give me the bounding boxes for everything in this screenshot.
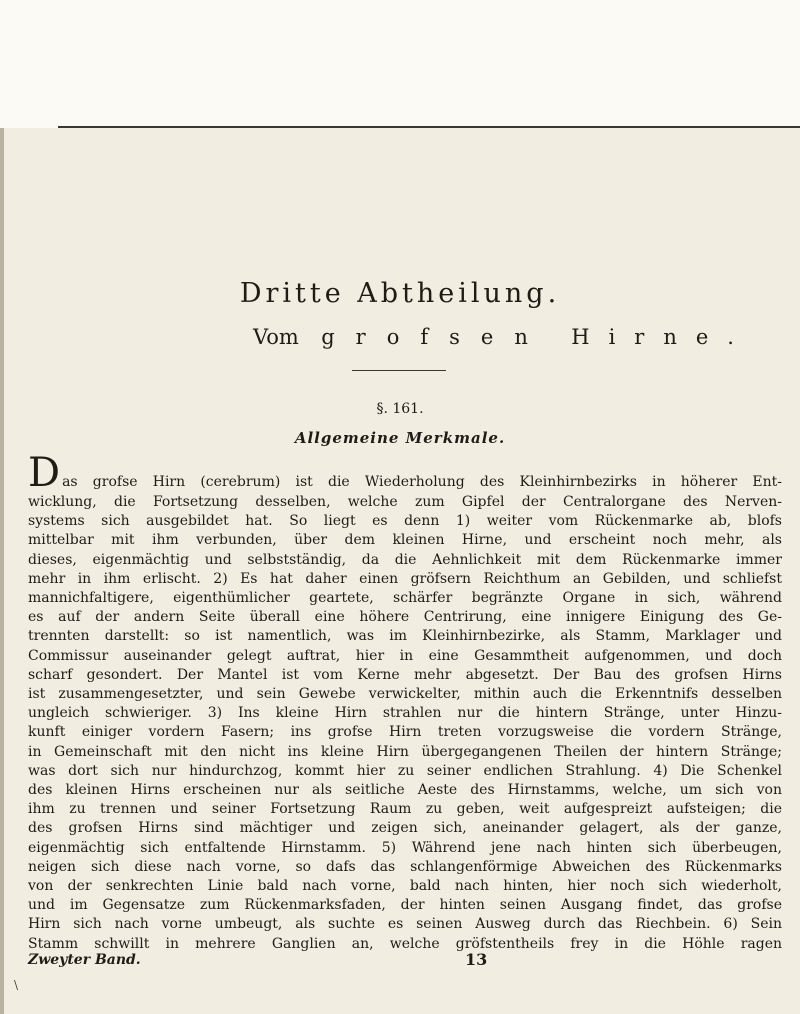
text-line: Stamm schwillt in mehrere Ganglien an, welche gröfstentheils frey in die Höhle ragen [28,935,782,952]
text-line: ihm zu trennen und seiner Fortsetzung Raum zu geben, weit aufgespreizt aufsteigen; die [28,801,782,818]
text-line: neigen sich diese nach vorne, so dafs das schlangenförmige Abweichen des Rückenmarks [28,858,782,875]
text-line: des kleinen Hirns erscheinen nur als seitliche Aeste des Hirnstamms, welche, um sich von [28,782,782,799]
text-line: scharf gesondert. Der Mantel ist vom Kerne mehr abgesetzt. Der Bau des grofsen Hirns [28,666,782,683]
text-line: eigenmächtig sich entfaltende Hirnstamm. 5) Während jene nach hinten sich überbeugen, [28,839,782,856]
text-line: mannichfaltigere, eigenthümlicher geartete, schärfer begränzte Organe in sich, während [28,590,782,607]
text-line: dieses, eigenmächtig und selbstständig, da die Aehnlichkeit mit dem Rückenmarke immer [28,551,782,568]
chapter-title-word: grofsen [321,325,549,349]
text-line: was dort sich nur hindurchzog, kommt hier zu seiner endlichen Strahlung. 4) Die Schenkel [28,762,782,779]
page-edge [0,128,4,1014]
text-line: ungleich schwieriger. 3) Ins kleine Hirn strahlen nur die hintern Stränge, unter Hinzu- [28,705,782,722]
chapter-title-word: Hirne. [571,325,753,349]
body-paragraph [28,451,782,954]
section-number: §. 161. [376,401,424,417]
text-line: kunft einiger vordern Fasern; ins grofse Hirn treten vorzugsweise die vordern Stränge, [28,724,782,741]
text-line: mehr in ihm erlischt. 2) Es hat daher einen gröfsern Reichthum an Gebilden, und schliefst [28,570,782,587]
top-rule [58,126,800,128]
signature-number: 13 [465,950,488,969]
text-line: und im Gegensatze zum Rückenmarksfaden, der hinten seinen Ausgang findet, das grofse [28,897,782,914]
part-title: Dritte Abtheilung. [239,278,561,309]
text-line: trennten darstellt: so ist namentlich, was im Kleinhirnbezirke, als Stamm, Marklager und [28,628,782,645]
text-line: as grofse Hirn (cerebrum) ist die Wiederholung des Kleinhirnbezirks in höherer Ent- [62,474,782,490]
section-title: Allgemeine Merkmale. [294,429,506,447]
text-line: Hirn sich nach vorne umbeugt, als suchte es seinen Ausweg durch das Riechbein. 6) Sein [28,916,782,933]
text-line: wicklung, die Fortsetzung desselben, welche zum Gipfel der Centralorgane des Nerven- [28,494,782,510]
text-line: in Gemeinschaft mit den nicht ins kleine Hirn übergegangenen Theilen der hintern Stränge; [28,743,782,760]
text-line: systems sich ausgebildet hat. So liegt es denn 1) weiter vom Rückenmarke ab, blofs [28,513,782,530]
text-line: es auf der andern Seite überall eine höhere Centrirung, eine innigere Einigung des Ge- [28,609,782,626]
text-line: mittelbar mit ihm verbunden, über dem kleinen Hirne, und erscheint noch mehr, als [28,532,782,549]
first-line [28,450,782,496]
chapter-title [253,325,753,349]
text-line: des grofsen Hirns sind mächtiger und zeigen sich, aneinander gelagert, als der ganze, [28,820,782,837]
stray-mark: \ [14,978,19,992]
signature-mark: Zweyter Band. [28,952,141,968]
text-line: ist zusammengesetzter, und sein Gewebe verwickelter, mithin auch die Erkenntnifs desselben [28,686,782,703]
chapter-title-word: Vom [253,325,299,349]
text-line: von der senkrechten Linie bald nach vorne, bald nach hinten, hier noch sich wiederholt, [28,878,782,895]
heading-rule [352,370,446,371]
text-line: Commissur auseinander gelegt auftrat, hier in eine Gesammtheit aufgenommen, und doch [28,647,782,664]
page-footer [28,952,782,974]
drop-cap: D [28,450,61,496]
blank-top-area [0,0,800,128]
